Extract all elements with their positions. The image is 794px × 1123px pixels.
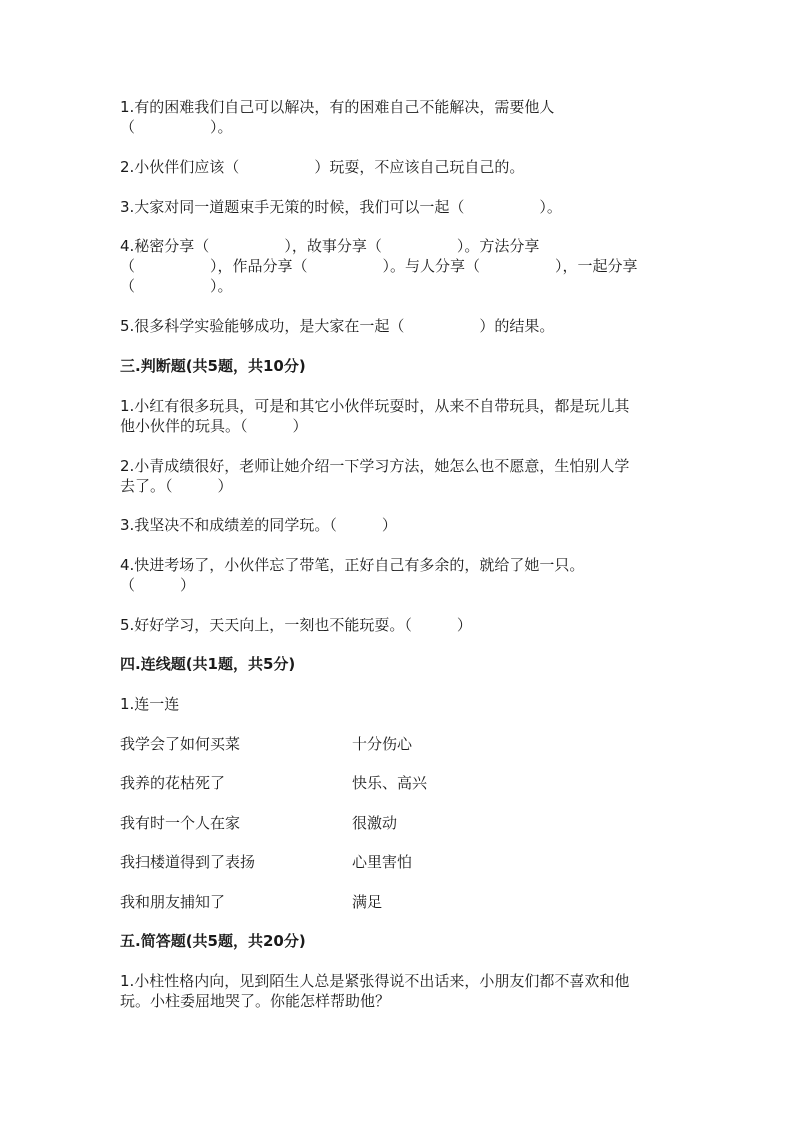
tf-question-4: 4.快进考场了，小伙伴忘了带笔，正好自己有多余的，就给了她一只。 （ ）: [120, 556, 585, 594]
tf-question-3: 3.我坚决不和成绩差的同学玩。（ ）: [120, 516, 397, 534]
section-heading-true-false: 三.判断题(共5题，共10分): [120, 357, 306, 375]
match-right-item: 很激动: [352, 814, 398, 832]
match-left-item: 我养的花枯死了: [120, 774, 226, 792]
match-left-item: 我和朋友捕知了: [120, 893, 226, 911]
fill-question-2: 2.小伙伴们应该（ ）玩耍，不应该自己玩自己的。: [120, 158, 525, 176]
match-right-item: 十分伤心: [352, 735, 413, 753]
match-left-item: 我学会了如何买菜: [120, 735, 241, 753]
match-right-item: 满足: [352, 893, 383, 911]
match-left-item: 我扫楼道得到了表扬: [120, 853, 256, 871]
tf-question-2: 2.小青成绩很好，老师让她介绍一下学习方法，她怎么也不愿意，生怕别人学 去了。（ ）: [120, 457, 630, 495]
tf-question-1: 1.小红有很多玩具，可是和其它小伙伴玩耍时，从来不自带玩具，都是玩儿其 他小伙伴的玩具。（ ）: [120, 397, 630, 435]
section-heading-short-answer: 五.简答题(共5题，共20分): [120, 932, 306, 950]
match-left-item: 我有时一个人在家: [120, 814, 241, 832]
match-right-item: 心里害怕: [352, 853, 413, 871]
fill-question-4: 4.秘密分享（ ），故事分享（ ）。方法分享 （ ），作品分享（ ）。与人分享（ ），一起分享 （ ）。: [120, 237, 638, 295]
match-right-item: 快乐、高兴: [352, 774, 428, 792]
matching-question-1: 1.连一连: [120, 695, 180, 713]
fill-question-1: 1.有的困难我们自己可以解决，有的困难自己不能解决，需要他人 （ ）。: [120, 98, 555, 136]
section-heading-matching: 四.连线题(共1题，共5分): [120, 655, 296, 673]
tf-question-5: 5.好好学习，天天向上，一刻也不能玩耍。（ ）: [120, 616, 472, 634]
fill-question-3: 3.大家对同一道题束手无策的时候，我们可以一起（ ）。: [120, 198, 562, 216]
fill-question-5: 5.很多科学实验能够成功，是大家在一起（ ）的结果。: [120, 317, 555, 335]
short-answer-question-1: 1.小柱性格内向，见到陌生人总是紧张得说不出话来，小朋友们都不喜欢和他 玩。小柱委屈地哭了。你能怎样帮助他？: [120, 972, 630, 1010]
